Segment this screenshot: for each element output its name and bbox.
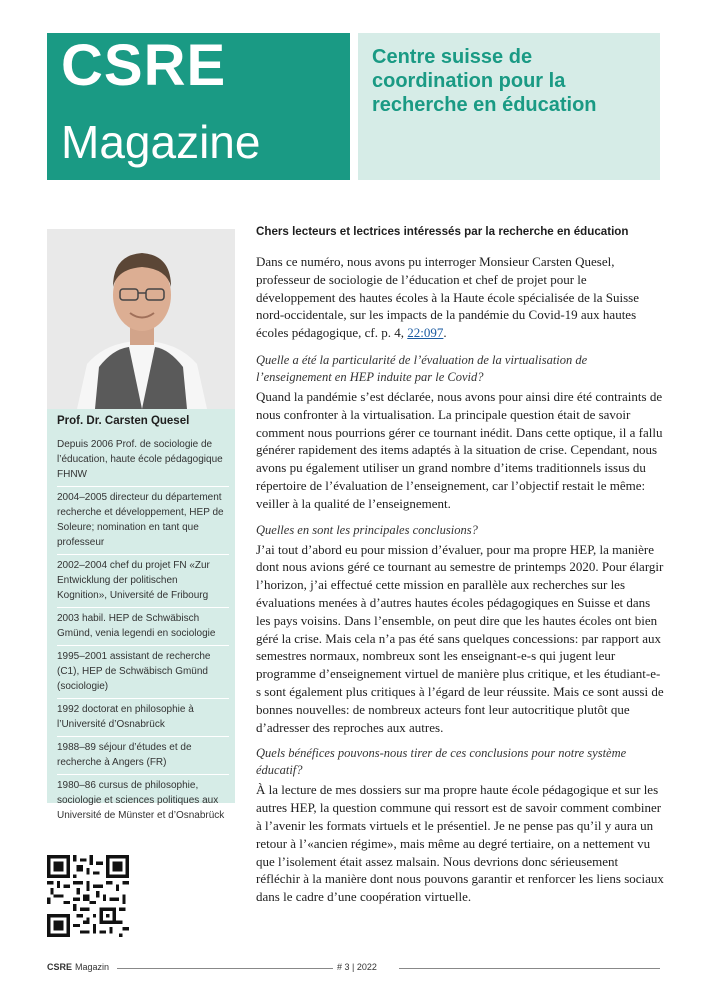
- logo-csre: CSRE: [61, 33, 227, 98]
- qr-code[interactable]: [47, 855, 129, 937]
- footer-brand-rest: Magazin: [75, 962, 110, 972]
- bio-item: 1995–2001 assistant de recherche (C1), HEP de Schwäbisch Gmünd (sociologie): [57, 646, 229, 699]
- bio-item: 1992 doctorat en philosophie à l’Université d’Osnabrück: [57, 699, 229, 737]
- bio-item: 1980–86 cursus de philosophie, sociologie et sciences politiques aux Université de Münster et d’Osnabrück: [57, 780, 225, 822]
- bio-text: [57, 413, 229, 827]
- bio-item: Depuis 2006 Prof. de sociologie de l’éducation, haute école pédagogique FHNW: [57, 434, 229, 487]
- answer-paragraph: Quand la pandémie s’est déclarée, nous avons pour ainsi dire été contraints de nous confronter à la virtualisation. La principale question était de savoir comment nous pourrions gérer ce tournant inédit. Dans cette optique, il a fallu générer rapidement des items adaptés à la situation de crise. Cependant, nous avons pu également utiliser un grand nombre d’items traditionnels issus du répertoire de l’évaluation de l’enseignement, car l’objectif restait le même: veiller à la qualité de l’enseignement.: [256, 388, 663, 511]
- article-column: [256, 225, 664, 915]
- org-title-line-1: Centre suisse de: [372, 46, 533, 68]
- bio-item: 2004–2005 directeur du département recherche et développement, HEP de Soleure; nomination en tant que professeur: [57, 487, 229, 555]
- issue-number: # 3 | 2022: [333, 962, 381, 972]
- reference-link[interactable]: 22:097: [407, 325, 444, 341]
- question-heading: Quels bénéfices pouvons-nous tirer de ces conclusions pour notre système éducatif?: [256, 746, 627, 778]
- intro-end: .: [443, 325, 447, 341]
- bio-sidebar: [47, 229, 235, 822]
- org-title-line-2: coordination pour la: [372, 70, 566, 92]
- portrait-photo: [47, 229, 235, 409]
- magazine-logo-block: [47, 33, 350, 180]
- logo-magazine: Magazine: [61, 116, 261, 168]
- org-title-line-3: recherche en éducation: [372, 94, 597, 116]
- footer-rule: [117, 968, 367, 969]
- footer-brand: [47, 962, 109, 972]
- bio-name: Prof. Dr. Carsten Quesel: [57, 415, 190, 427]
- page-footer: [47, 962, 660, 976]
- footer-brand-bold: CSRE: [47, 962, 73, 972]
- bio-item: 2003 habil. HEP de Schwäbisch Gmünd, venia legendi en sociologie: [57, 608, 229, 646]
- footer-rule: [399, 968, 660, 969]
- answer-paragraph: J’ai tout d’abord eu pour mission d’évaluer, pour ma propre HEP, la manière dont nous avions géré ce tournant au semestre de printemps 2020. Pour élargir l’horizon, j’ai effectué cette mission en parallèle aux recherches sur les évaluations menées à d’autres hautes écoles pédagogiques en Suisse et dans les pays voisins. Dans l’ensemble, on peut dire que les hautes écoles ont bien géré la crise. Mais cela n’a pas été sans quelques concessions: par rapport aux semestres normaux, nombreux sont les enseignant-e-s qui jugent leur programme d’enseignement virtuel de manière plus critique, et les étudiant-e-s sont également plus critiques à l’égard de leur réussite. Mais ce sont aussi de bonnes nouvelles: de nombreux acteurs font leur autocritique plutôt que d’adresser des reproches aux autres.: [256, 541, 664, 735]
- intro-paragraph: [256, 253, 664, 342]
- bio-item: 1988–89 séjour d’études et de recherche à Angers (FR): [57, 737, 229, 775]
- organization-title: [358, 33, 660, 180]
- answer-paragraph: À la lecture de mes dossiers sur ma propre haute école pédagogique et sur les autres HEP, la question commune qui ressort est de savoir comment combiner à l’avenir les formats virtuels et le présentiel. Je ne pense pas qu’il y aura un retour à l’«ancien régime», mais même au degré tertiaire, on a nettement vu que l’isolement était assez malsain. Nous devrions donc sérieusement réfléchir à la manière dont nous pouvons garantir et renforcer les liens sociaux dans le cadre d’une coopération virtuelle.: [256, 782, 664, 905]
- question-heading: Quelles en sont les principales conclusions?: [256, 522, 478, 537]
- portrait-illustration: [47, 229, 235, 409]
- bio-item: 2002–2004 chef du projet FN «Zur Entwicklung der politischen Kognition», Université de Fribourg: [57, 555, 229, 608]
- intro-text: Dans ce numéro, nous avons pu interroger Monsieur Carsten Quesel, professeur de sociologie de l’éducation et chef de projet pour le développement des hautes écoles à la Haute école spécialisée de la Suisse nord-occidentale, sur les impacts de la pandémie du Covid-19 aux hautes écoles pédagogique, cf. p. 4,: [256, 254, 639, 341]
- lead-heading: Chers lecteurs et lectrices intéressés par la recherche en éducation: [256, 225, 629, 238]
- question-heading: Quelle a été la particularité de l’évaluation de la virtualisation de l’enseignement en HEP induite par le Covid?: [256, 352, 588, 384]
